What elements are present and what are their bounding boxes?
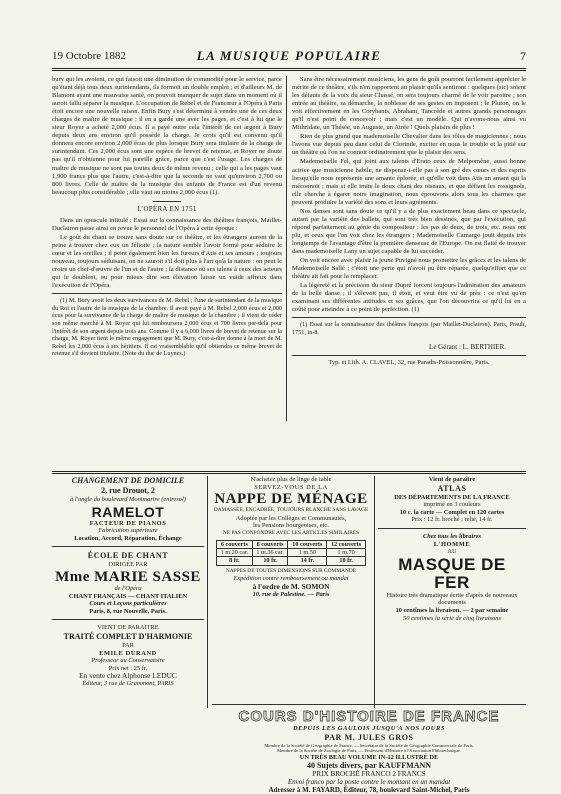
right-column [292, 76, 526, 367]
ad-separator [212, 704, 526, 705]
ad-column-3 [378, 476, 526, 622]
column-divider [286, 76, 287, 421]
masque-ad-booksellers: Chez tous les libraires [422, 532, 482, 540]
nappe-ad-order: à l'ordre de M. SOMON [252, 581, 330, 591]
left-paragraph-3: Le goût du chant se trouve sans doute sur ce théâtre, et les étrangers auront de la peine à trouver chez eux un Jéliotte ; la nature semble l'avoir formé pour séduire le cœur et les oreilles ; il peint également bien les fureurs d'Atis et ses amours ; toujours nouveau, toujours séduisant, on ne sauroit s'il doit plus à l'art qu'à la nature : on peut le croire un chef-d'œuvre de l'un et de l'autre ; la distance où ses talens à ceux des acteurs qui le doublent, ou pour mieux dire son élévation laisse un vuide affreux dans l'exécution de l'Opéra. [52, 233, 282, 290]
ad-column-2 [212, 476, 370, 598]
table-cell: 1 m.50 [288, 548, 327, 556]
history-ad-shipping: Envoi franco par la poste contre le montant en un mandat [287, 777, 451, 786]
table-cell: 1 m.20 car. [217, 548, 253, 556]
atlas-ad-title: ATLAS [437, 483, 467, 493]
table-cell: 8 couverts [252, 540, 288, 548]
right-paragraph-1: Sans être nécessairement musiciens, les gens de goût pourront facilement apprécier le mérite de ce théâtre, s'ils n'en rapportent au plaisir qu'ils sentiront : quelques (sic) soient les défauts de la voix du sieur Chassé, on sera toujours charmé de le voir paroitre ; son entrée au théâtre, sa démarche, la noblesse de ses gestes en imposent ; le Pluton, on le voit effectivement en les Corybants, Abraham, Tancrède et autres grands personnages qu'il n'est point de concevoir ; mais c'est un modèle. Qui n'avons-nous ainsi vu Mithridate, un Thésée, un Auguste, un Atrée ! Quels plaisirs de plus ! [292, 76, 526, 132]
right-footnote [292, 321, 526, 336]
nappe-ad-desc: DAMASSÉE, ENCADRÉE, TOUJOURS BLANCHE SANS LAVAGE [213, 507, 369, 514]
table-cell: 18 fr. [327, 557, 366, 565]
sasse-ad-opera: de l'Opéra [114, 584, 142, 592]
nappe-ad-dimensions: NAPPES DE TOUTES DIMENSIONS SUR COMMANDE [225, 567, 357, 574]
table-cell: 8 fr. [217, 557, 253, 565]
advertisements [52, 476, 526, 794]
masque-ad-lhomme: L'HOMME [433, 540, 471, 548]
left-footnote [52, 297, 282, 358]
table-row [217, 548, 366, 556]
ramelot-ad-services: Location, Accord, Réparation, Échange [74, 534, 182, 542]
durand-ad-new: VIENT DE PARAITRE [97, 624, 159, 632]
durand-ad-role: Professeur au Conservatoire [91, 657, 165, 665]
durand-ad-seller: En vente chez Alphonse LEDUC [79, 671, 177, 681]
history-ad-author: PAR M. JULES GROS [324, 732, 414, 742]
ad-divider-1 [207, 476, 208, 708]
sasse-ad-directed: DIRIGÉE PAR [108, 561, 148, 569]
masque-ad-au: AU [447, 548, 457, 556]
ad-divider-2 [374, 476, 375, 708]
right-footnote-rule [292, 317, 526, 318]
history-ad-price: PRIX BROCHÉ FRANCO 2 FRANCS [312, 770, 426, 779]
atlas-ad-price: Prix : 12 fr. broché ; relié, 14 fr. [411, 516, 493, 524]
history-ad-member-2: Membre de la Société de Zoologie de Paris, — Professeur d'Histoire à l'Association Philotechnique. [277, 748, 461, 754]
right-paragraph-6: La légèreté et la précision du sieur Dupré forcent toujours l'admiration des amateurs de la belle danse ; il s'élevoit pas, il étoit, et veut être vu de près : ce n'est qu'en examinant ses différentes attitudes et ses grâces, que l'on découvrira ce qu'il lui en a coûté pour atteindre à ce point de perfection. (1) [292, 282, 526, 314]
page-number: 7 [520, 49, 526, 63]
nappe-ad-line-2: SERVEZ-VOUS DE LA [254, 483, 328, 491]
atlas-ad-new: Vient de paraître [428, 476, 476, 483]
right-paragraph-2: Rien de plus grand que mademoiselle Chevalier dans les rôles de magiciennes ; nous l'avons vue depuis peu dans celui de Clorinde, exciter en nous le trouble et la pitié sur un théâtre où l'on ne connoit ordinairement que le plaisir des sens. [292, 133, 526, 157]
table-cell: 12 couverts [327, 540, 366, 548]
ramelot-ad-name: RAMELOT [91, 503, 165, 520]
left-paragraph-2: Dans un opuscule intitulé : Essai sur la connaissance des théâtres françois, Maillet-Duclairon passe ainsi en revue le personnel de l'Opéra à cette époque : [52, 216, 282, 232]
table-cell: 10 couverts [288, 540, 327, 548]
ad-separator [52, 619, 204, 620]
ramelot-ad-heading: CHANGEMENT DE DOMICILE [71, 476, 185, 485]
durand-ad-price: Prix net : 25 fr. [108, 664, 148, 672]
sasse-ad-heading: ÉCOLE DE CHANT [87, 551, 169, 561]
masque-ad-price: 10 centimes la livraison, — 2 par semaine [395, 606, 509, 614]
durand-ad-title: TRAITÉ COMPLET D'HARMONIE [63, 631, 193, 641]
table-cell: 6 couverts [217, 540, 253, 548]
atlas-ad-price-card: 10 c. la carte — Complet en 120 cartes [399, 508, 505, 516]
nappe-ad-pensions: les Pensions bourgeoises, etc. [253, 522, 329, 530]
nappe-ad-address: 10, rue de Palestine. — Paris [252, 590, 330, 598]
journal-title: LA MUSIQUE POPULAIRE [196, 48, 382, 63]
durand-ad-address: Éditeur, 3 rue de Grammont, PARIS [82, 679, 174, 687]
nappe-ad-warning: NE PAS CONFONDRE AVEC LES ARTICLES SIMILAIRES [222, 529, 360, 536]
history-ad-title: COURS D'HISTOIRE DE FRANCE [238, 708, 500, 725]
sasse-ad-singing: CHANT FRANÇAIS — CHANT ITALIEN [68, 592, 188, 600]
imprint-line: Typ. et Lith. A. CLAVEL, 32, rue Paradis-Poissonnière, Paris. [328, 358, 490, 366]
right-footnote-text: (1) Essai sur la connaissance des théâtres françois (par Maillet-Duclairon). Paris, Prault, 1751, in-8. [292, 321, 526, 336]
issue-date: 19 Octobre 1882 [52, 50, 126, 62]
section-divider [153, 201, 181, 202]
table-row [217, 557, 366, 565]
footnote-rule [52, 293, 282, 294]
masque-ad-series: 50 centimes la série de cinq livraisons [403, 614, 501, 622]
ramelot-ad-address: 2, rue Drouot, 2 [101, 486, 155, 495]
history-ad-member-1: Membre de la Société de Géographie de France, — Secrétaire de la Société de Géographie Commerciale de Paris, [264, 742, 474, 748]
masque-ad-title: MASQUE DE FER [398, 554, 506, 592]
history-ad-subtitle: DEPUIS LES GAULOIS JUSQU'A NOS JOURS [292, 725, 446, 732]
table-row [217, 540, 366, 548]
table-cell: 1 m.70 [327, 548, 366, 556]
history-course-ad [212, 704, 526, 794]
table-cell: 14 fr. [288, 557, 327, 565]
sasse-ad-address: Paris, 8, rue Nouvelle, Paris. [89, 607, 167, 615]
nappe-ad-shipping: Expédition contre remboursement ou mandat [233, 575, 349, 583]
ad-column-1 [52, 476, 204, 688]
ads-rule [52, 471, 526, 474]
ramelot-ad-quality: Fabrication supérieure [98, 527, 158, 535]
nappe-ad-line-1: N'achetez plus de linge de table [250, 476, 332, 483]
header-rule [52, 68, 526, 71]
ad-separator [52, 546, 204, 547]
gerant-line: Le Gérant : L. BERTHIER. [429, 342, 506, 351]
sasse-ad-lessons: Cours et Leçons particulières [89, 600, 167, 608]
atlas-ad-subtitle: DES DÉPARTEMENTS DE LA FRANCE [394, 493, 510, 501]
left-footnote-text: (1) M. Bury avoit les deux survivances de M. Rebel ; l'une de surintendant de la musique du Roi et l'autre de la musique de la chambre. Il avoit payé à M. Rebel 2,000 écus et 2,000 écus pour la survivance de la charge de maître de musique de la chambre ; il vient de céder son même marché à M. Royer qui lui remboursera 2,000 écus et 700 livres par-delà pour l'intérêt de son argent depuis trois ans. Comme il y a 6,000 livres de brevet de retenue sur la charge, M. Royer tient le même engagement que M. Bury, c'est-à-dire donne à la mort de M. Rebel les 2,000 écus à ses héritiers. Il est vraisemblable qu'il obtiendra ce même brevet de retenue s'il devient titulaire. (Note du duc de Luynes.) [52, 297, 282, 358]
atlas-ad-print: imprimé en 3 couleurs [423, 501, 481, 509]
durand-ad-par: PAR [122, 641, 134, 649]
section-title: L'OPÉRA EN 1751 [137, 205, 197, 213]
nappe-price-table [216, 540, 366, 566]
sasse-ad-name: Mme MARIE SASSE [55, 568, 201, 585]
history-ad-volume: UN TRÈS BEAU VOLUME IN-12 ILLUSTRÉ DE [299, 753, 439, 761]
right-paragraph-5: On voit encore avec plaisir la jeune Puvigné nous promettre les grâces et les talens de Mademoiselle Sallé ; c'étoit une perte qui n'avoit pu être réparée, quelqu'effort que ce théâtre ait fait pour la remplacer. [292, 257, 526, 281]
left-column [52, 76, 282, 359]
nappe-ad-title: NAPPE DE MÉNAGE [214, 491, 368, 508]
history-ad-address: Adresser à M. FAYARD, Éditeur, 78, boulevard Saint-Michel, Paris [268, 785, 470, 794]
table-cell: 1 m.36 car. [252, 548, 288, 556]
ramelot-ad-corner: à l'angle du boulevard Montmartre (entresol) [70, 496, 186, 503]
table-cell: 10 fr. [252, 557, 288, 565]
left-paragraph-1: bury qui les avoient, ce qui faisoit une diminution de commodité pour le service, parce qu'étant déjà tous deux surintendants, ils formoit un double emploi ; et d'ailleurs M. de Blamont ayant une mauvaise santé, on pouvoit manquer de sujet dans un moment où il auroit fallu séparer la musique. L'occupation de Rebel et de Francœur à l'Opéra à Paris étoit encore une nouvelle raison. Enfin Bury s'est déterminé à vendre une de ces deux charges de maître de musique ; il en a gardé une avec les pages, et c'est à lui que le sieur Royer a acheté 2,000 écus. Il a payé outre cela l'intérêt de cet argent à Bury depuis deux ans environ qu'il possède la charge. Je crois qu'il est convenu qu'il donnera encore environ 2,000 écus de plus lorsque Bury sera titulaire de la charge de surintendant. Ces 2,000 écus sont une espèce de brevet de retenue, et Royer ne doute pas qu'il n'obtienne pour lui pareille grâce, parce que c'est l'usage. Les charges de maître de musique ne sont pas toutes deux de même revenu ; celle qui a les pages vaut 1,900 francs plus que l'autre, c'est-à-dire que la seconde ne vaut qu'environ 2,700 ou 800 livres. Celle de maître de la musique des enfants de France est d'un revenu beaucoup plus considérable ; elle vaut au moins 2,000 écus (1). [52, 76, 282, 196]
right-paragraph-4: Nos danses sont sans doute ce qu'il y a de plus exactement beau dans ce spectacle, autant par la variété des ballets, qui sont très bien dessinés, que par l'exécution, qui répond parfaitement au génie du compositeur : les pas de deux, de trois, etc. nous ont plu, et ceux que l'on voit chez les étrangers ; Mademoiselle Camargo jouit depuis très longtemps de l'avantage d'être la première danseuse de l'Europe. On est flatté de trouver dans mademoiselle Lany un sujet capable de lui succéder. [292, 207, 526, 255]
history-ad-subjects: 40 Sujets divers, par KAUFFMANN [306, 761, 432, 771]
nappe-ad-adopted: Adoptée par les Collèges et Communautés, [235, 514, 347, 522]
durand-ad-author: EMILE DURAND [99, 649, 157, 657]
page-header [52, 48, 526, 68]
right-paragraph-3: Mademoiselle Fel, qui joint aux talents d'Erato ceux de Melpomène, aussi bonne actrice que musicienne habile, ne dispense-t-elle pas à son gré des cœurs et des esprits lorsqu'elle nous représente une amante éplorée, et qu'elle voit dans Atis un amant qui la méconnoit ; mais si elle imite le doux chant des oiseaux, et que défiant les rossignols, elle cherche à égarer notre imagination, nous éprouvons alors tous les charmes que peuvent produire la variété des sons et leurs agréments. [292, 158, 526, 206]
ad-separator [378, 528, 526, 529]
masque-ad-desc: Histoire très dramatique écrite d'après de nouveaux documents [386, 591, 518, 607]
gerant-rule [292, 355, 526, 356]
ramelot-ad-trade: FACTEUR DE PIANOS [89, 519, 167, 527]
